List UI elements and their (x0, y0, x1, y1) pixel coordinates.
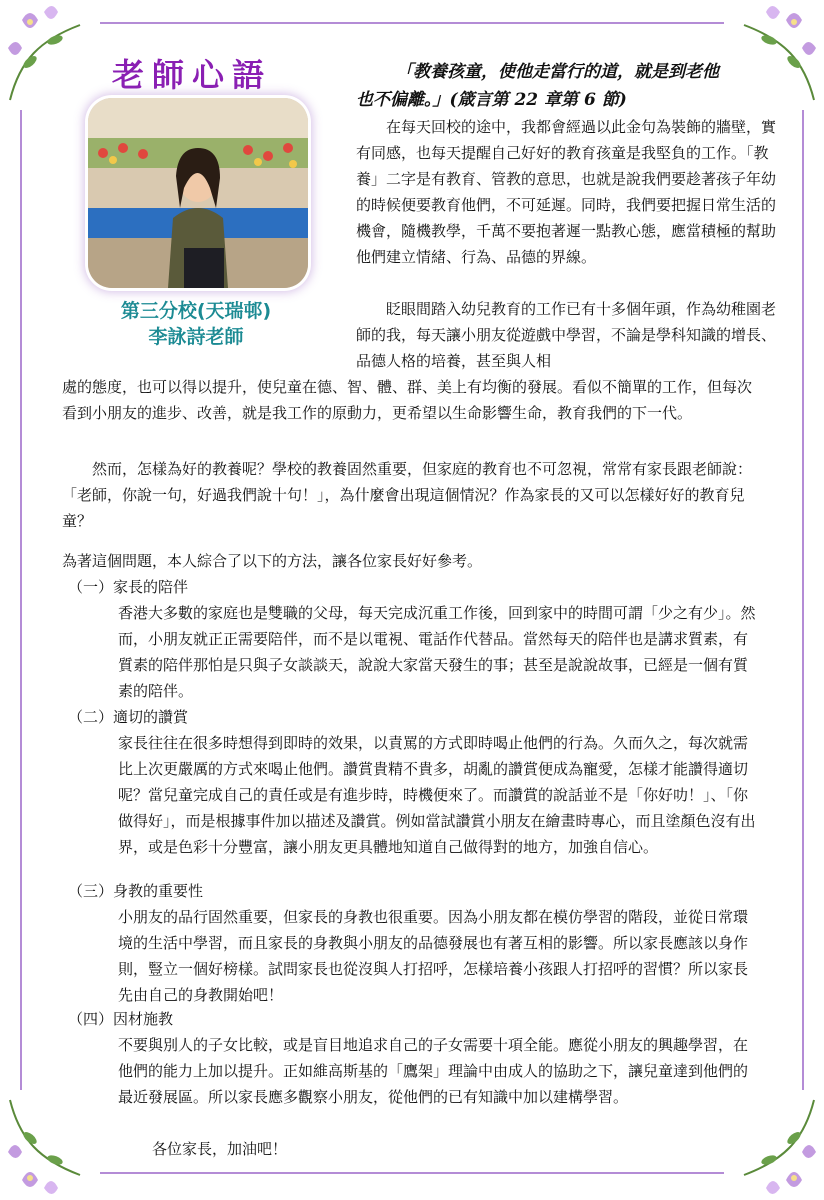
closing-line: 各位家長，加油吧！ (152, 1140, 288, 1158)
quote-line-1: 「教養孩童，使他走當行的道，就是到老他 (396, 62, 719, 82)
item-4-heading: （四）因材施教 (68, 1010, 174, 1028)
frame-left-border (20, 110, 22, 1090)
paragraph-3: 然而，怎樣為好的教養呢？學校的教養固然重要，但家庭的教育也不可忽視，常常有家長跟老師說：「老師，你說一句，好過我們說十句！」，為什麼會出現這個情況？作為家長的又可以怎樣好好的教育兒童？ (62, 460, 753, 530)
paragraph-4: 為著這個問題，本人綜合了以下的方法，讓各位家長好好參考。 (62, 552, 483, 570)
item-4-body: 不要與別人的子女比較，或是盲目地追求自己的子女需要十項全能。應從小朋友的興趣學習，在他們的能力上加以提升。正如維高斯基的「鷹架」理論中由成人的協助之下，讓兒童達到他們的最近發展區。所以家長應多觀察小朋友，從他們的已有知識中加以建構學習。 (118, 1036, 749, 1106)
quote-line-2: 也不偏離。」(箴言第 22 章第 6 節) (356, 90, 627, 110)
item-2-heading: （二）適切的讚賞 (68, 708, 189, 726)
item-3-body: 小朋友的品行固然重要，但家長的身教也很重要。因為小朋友都在模仿學習的階段，並從日常環境的生活中學習，而且家長的身教與小朋友的品德發展也有著互相的影響。所以家長應該以身作則，豎立一個好榜樣。試問家長也從沒與人打招呼，怎樣培養小孩跟人打招呼的習慣？所以家長先由自己的身教開始吧！ (118, 908, 749, 1004)
flower-corner-bottom-left (0, 1090, 120, 1200)
caption-teacher: 李詠詩老師 (148, 326, 244, 348)
frame-right-border (802, 110, 804, 1090)
frame-bottom-border (100, 1172, 724, 1174)
teacher-photo (88, 98, 308, 288)
item-1-heading: （一）家長的陪伴 (68, 578, 189, 596)
item-1-body: 香港大多數的家庭也是雙職的父母，每天完成沉重工作後，回到家中的時間可謂「少之有少」。然而，小朋友就正正需要陪伴，而不是以電視、電話作代替品。當然每天的陪伴也是講求質素，有質素的陪伴那怕是只與子女談談天，說說大家當天發生的事；甚至是說說故事，已經是一個有質素的陪伴。 (118, 604, 756, 700)
page-title: 老師心語 (112, 56, 273, 94)
item-3-heading: （三）身教的重要性 (68, 882, 204, 900)
caption-school: 第三分校(天瑞邨) (120, 300, 272, 322)
flower-corner-top-left (0, 0, 120, 110)
item-2-body: 家長往往在很多時想得到即時的效果，以責罵的方式即時喝止他們的行為。久而久之，每次就需比上次更嚴厲的方式來喝止他們。讚賞貴精不貴多，胡亂的讚賞便成為寵愛，怎樣才能讚得適切呢？當兒童完成自己的責任或是有進步時，時機便來了。而讚賞的說話並不是「你好叻！」、「你做得好」，而是根據事件加以描述及讚賞。例如當試讚賞小朋友在繪畫時專心，而且塗顏色沒有出界，或是色彩十分豐富，讓小朋友更具體地知道自己做得對的地方，加強自信心。 (118, 734, 756, 856)
paragraph-2-start: 眨眼間踏入幼兒教育的工作已有十多個年頭，作為幼稚園老師的我，每天讓小朋友從遊戲中學習，不論是學科知識的增長、品德人格的培養，甚至與人相 (356, 300, 777, 370)
frame-top-border (100, 22, 724, 24)
bible-quote (356, 58, 776, 114)
photo-caption (80, 298, 312, 350)
paragraph-2-continued: 處的態度，也可以得以提升，使兒童在德、智、體、群、美上有均衡的發展。看似不簡單的工作，但每次看到小朋友的進步、改善，就是我工作的原動力，更希望以生命影響生命，教育我們的下一代。 (62, 378, 753, 422)
paragraph-1: 在每天回校的途中，我都會經過以此金句為裝飾的牆壁，實有同感，也每天提醒自己好好的教育孩童是我堅負的工作。「教養」二字是有教育、管教的意思，也就是說我們要趁著孩子年幼的時候便要教育他們，不可延遲。同時，我們要把握日常生活的機會，隨機教學，千萬不要抱著遲一點教心態，應當積極的幫助他們建立情緒、行為、品德的界線。 (356, 118, 777, 266)
